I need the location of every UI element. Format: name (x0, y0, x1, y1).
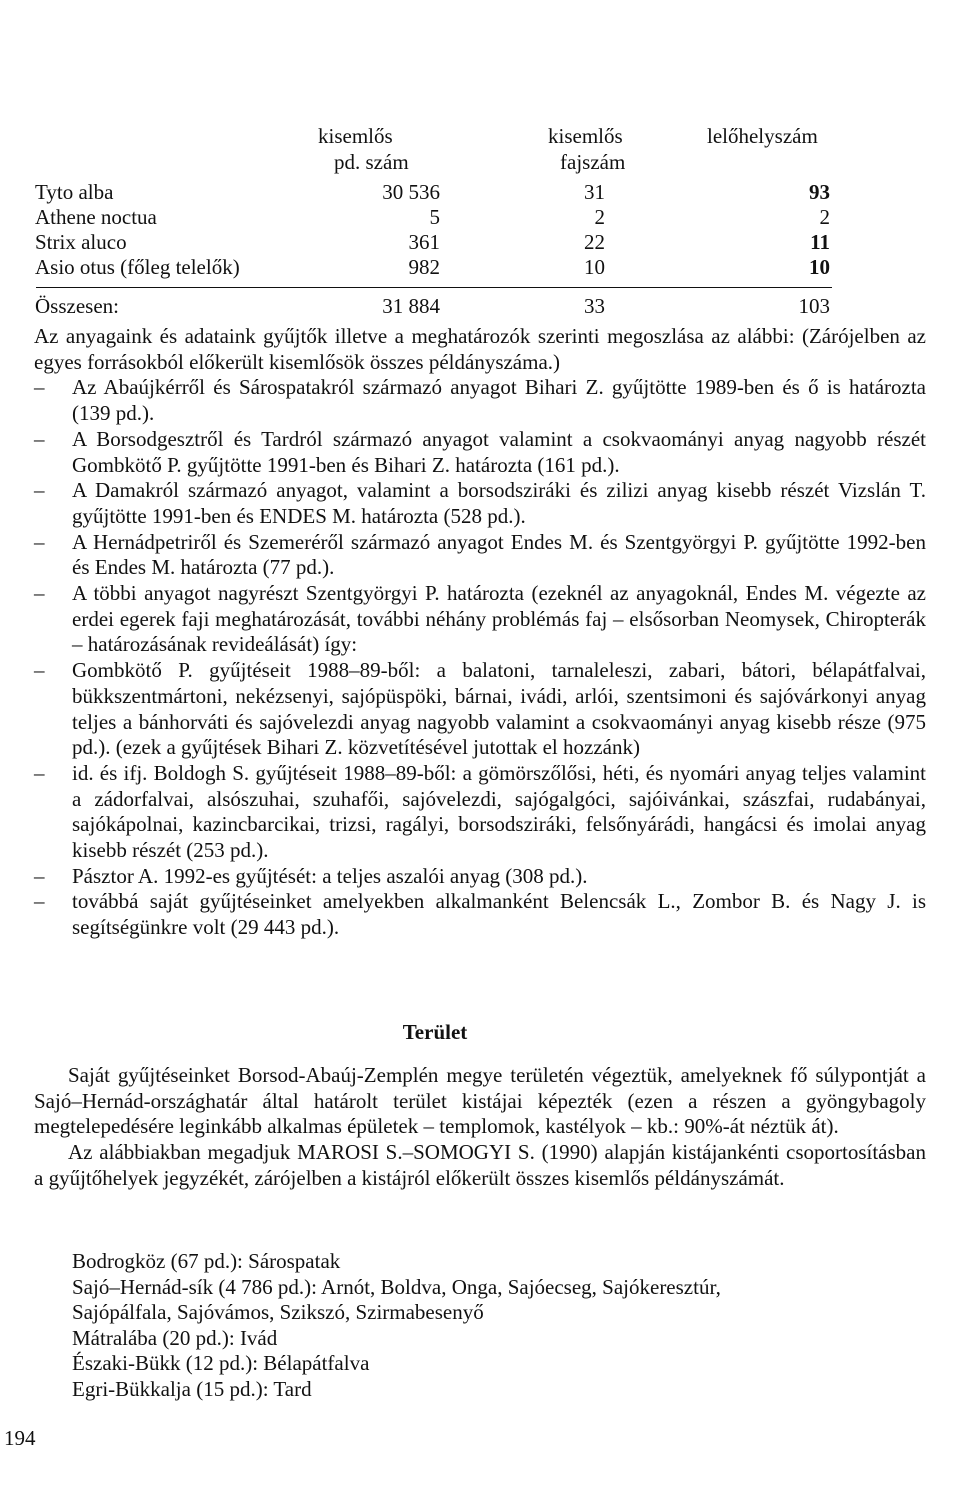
region-item: Bodrogköz (67 pd.): Sárospatak (72, 1249, 341, 1273)
list-item-text: id. és ifj. Boldogh S. gyűjtéseit 1988–89-ből: a gömörszőlősi, héti, és nyomári anyag teljes valamint a zádorfalvai, alsószuhai, szuhafői, sajóvelezdi, sajógalgóci, sajóivánkai, szászfai, rudabányai, sajókápolnai, kazincbarcikai, trizsi, ragályi, borsodsziráki, felsőnyárádi, hangácsi és imolai anyag kisebb részét (253 pd.). (72, 760, 926, 863)
pd-asio-otus: 982 (408, 255, 440, 279)
lel-tyto-alba: 93 (809, 180, 830, 204)
faj-tyto-alba: 31 (584, 180, 605, 204)
region-item: Mátralába (20 pd.): Ivád (72, 1325, 278, 1350)
list-item-text: Az Abaújkérről és Sárospatakról származó anyagot Bihari Z. gyűjtötte 1989-ben és ő is határozta (139 pd.). (72, 375, 926, 426)
lel-asio-otus: 10 (809, 255, 830, 279)
paragraph-method: Az alábbiakban megadjuk MAROSI S.–SOMOGYI S. (1990) alapján kistájankénti csoportosításban a gyűjtőhelyek jegyzékét, zárójelben a kistájról előkerült összes kisemlős példányszámát. (34, 1140, 926, 1190)
section-title: Terület (402, 1020, 468, 1044)
dash-bullet: – (34, 581, 45, 606)
header-col1-line2: pd. szám (334, 150, 409, 174)
list-item-text: Gombkötő P. gyűjtéseit 1988–89-ből: a balatoni, tarnaleleszi, zabari, bátori, bélapátfalvai, bükkszentmártoni, nekézsenyi, sajópüspöki, bárnai, ivádi, arlói, szentsimoni és sajóvárkonyi anyag teljes a bánhorváti és sajóvelezdi anyag nagyobb valamint a csokvaományi anyag kisebb része (975 pd.). (ezek a gyűjtések Bihari Z. közvetítésével jutottak el hozzánk) (72, 658, 926, 760)
list-item (34, 427, 926, 478)
list-item (34, 889, 926, 940)
dash-bullet: – (34, 375, 45, 400)
species-tyto-alba: Tyto alba (35, 180, 114, 204)
header-col2-line2: fajszám (560, 150, 626, 174)
species-strix-aluco: Strix aluco (35, 230, 127, 254)
region-list (72, 1249, 721, 1402)
total-pd: 31 884 (382, 294, 440, 318)
list-item (34, 658, 926, 761)
list-item (34, 375, 926, 426)
faj-strix-aluco: 22 (584, 230, 605, 254)
dash-bullet: – (34, 426, 45, 451)
list-item (34, 864, 926, 890)
lel-athene-noctua: 2 (819, 205, 830, 229)
header-col1-line1: kisemlős (318, 124, 393, 148)
pd-tyto-alba: 30 536 (382, 180, 440, 204)
list-item-text: A Damakról származó anyagot, valamint a borsodsziráki és zilizi anyag kisebb részét Vizslán T. gyűjtötte 1991-ben és ENDES M. határozta (528 pd.). (72, 478, 926, 528)
list-item-text: A Hernádpetriről és Szemeréről származó anyagot Endes M. és Szentgyörgyi P. gyűjtötte 1992-ben és Endes M. határozta (77 pd.). (72, 529, 926, 580)
pd-athene-noctua: 5 (429, 205, 440, 229)
total-rule (36, 287, 832, 288)
list-item-text: A többi anyagot nagyrészt Szentgyörgyi P. határozta (ezeknél az anyagoknál, Endes M. végezte az erdei egerek faji meghatározását, további néhány problémás faj – elsősorban Neomysek, Chiropterák – határozásának revideálását) így: (72, 581, 926, 657)
list-item-text: Pásztor A. 1992-es gyűjtését: a teljes aszalói anyag (308 pd.). (72, 863, 588, 888)
list-item (34, 761, 926, 864)
section-body (34, 1063, 926, 1192)
body-text (34, 324, 926, 941)
dash-bullet: – (34, 658, 45, 683)
dash-bullet: – (34, 529, 45, 554)
region-item: Sajópálfala, Sajóvámos, Szikszó, Szirmabesenyő (72, 1300, 484, 1324)
list-item (34, 581, 926, 658)
faj-athene-noctua: 2 (594, 205, 605, 229)
paragraph-area: Saját gyűjtéseinket Borsod-Abaúj-Zemplén megye területén végeztük, amelyeknek fő súlypontját a Sajó–Hernád-országhatár által határolt terület kistájai képezték (ezen a részen a gyöngybagoly megtelepedésére leginkább alkalmas épületek – templomok, kastélyok – kb.: 90%-át néztük át). (34, 1063, 926, 1139)
header-col2-line1: kisemlős (548, 124, 623, 148)
total-faj: 33 (584, 294, 605, 318)
region-item: Sajó–Hernád-sík (4 786 pd.): Arnót, Boldva, Onga, Sajóecseg, Sajókeresztúr, (72, 1274, 721, 1299)
species-asio-otus: Asio otus (főleg telelők) (35, 255, 240, 279)
region-item: Egri-Bükkalja (15 pd.): Tard (72, 1376, 312, 1401)
page-number: 194 (4, 1426, 36, 1450)
lel-strix-aluco: 11 (810, 230, 830, 254)
list-item (34, 530, 926, 581)
pd-strix-aluco: 361 (408, 230, 440, 254)
list-item-text: A Borsodgesztről és Tardról származó anyagot valamint a csokvaományi anyag nagyobb részét Gombkötő P. gyűjtötte 1991-ben és Bihari Z. határozta (161 pd.). (72, 426, 926, 477)
total-label: Összesen: (35, 294, 119, 318)
species-athene-noctua: Athene noctua (35, 205, 157, 229)
total-lel: 103 (798, 294, 830, 318)
dash-bullet: – (34, 889, 45, 914)
list-item (34, 478, 926, 529)
dash-bullet: – (34, 760, 45, 785)
dash-bullet: – (34, 478, 45, 503)
region-item: Északi-Bükk (12 pd.): Bélapátfalva (72, 1351, 370, 1375)
list-item-text: továbbá saját gyűjtéseinket amelyekben alkalmanként Belencsák L., Zombor B. és Nagy J. is segítségünkre volt (29 443 pd.). (72, 889, 926, 940)
header-col3-line1: lelőhelyszám (707, 124, 818, 148)
dash-bullet: – (34, 863, 45, 888)
intro-paragraph: Az anyagaink és adataink gyűjtők illetve a meghatározók szerinti megoszlása az alábbi: (Zárójelben az egyes forrásokból előkerült kisemlősök összes példányszáma.) (34, 324, 926, 374)
faj-asio-otus: 10 (584, 255, 605, 279)
